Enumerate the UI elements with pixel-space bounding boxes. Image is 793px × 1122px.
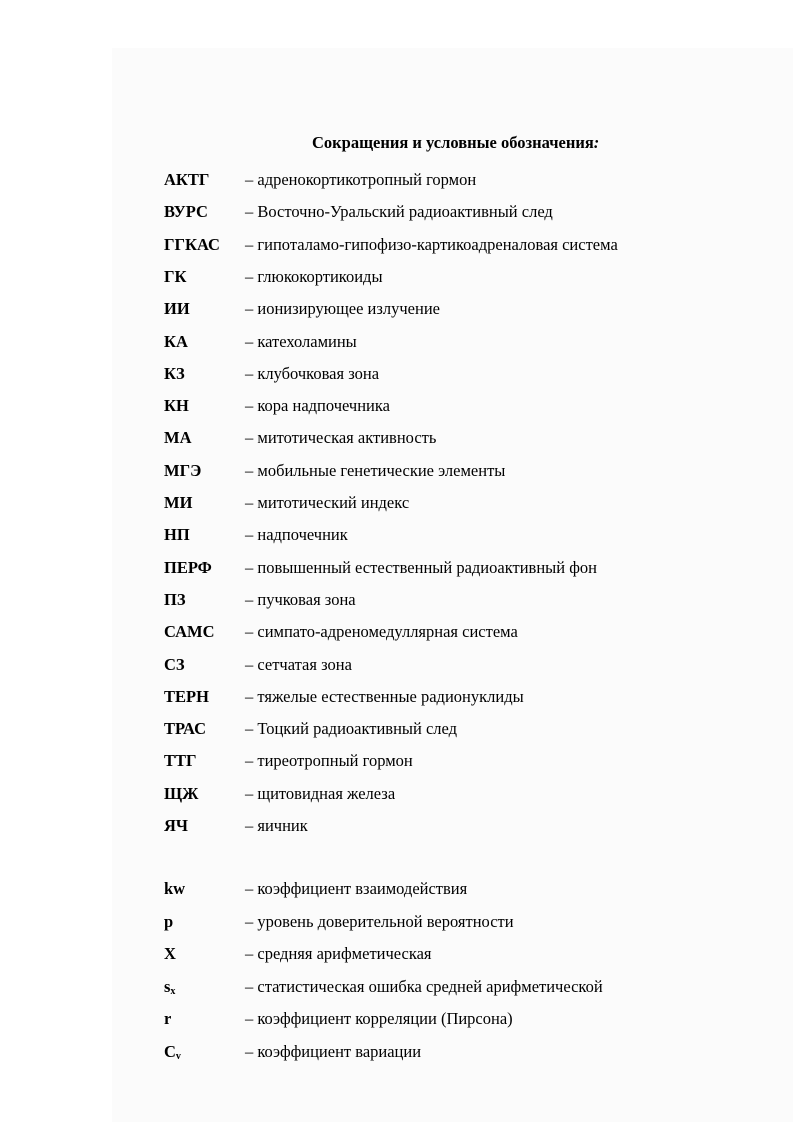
list-item <box>0 976 700 998</box>
list-item <box>0 1041 700 1063</box>
abbreviation-subscript: v <box>175 1051 181 1062</box>
abbreviation-term-text: ЯЧ <box>164 816 189 835</box>
abbreviation-definition: – щитовидная железа <box>245 783 396 803</box>
abbreviation-term-text: ГГКАС <box>164 234 220 254</box>
abbreviation-definition: – яичник <box>245 816 308 835</box>
abbreviation-definition: – Восточно-Уральский радиоактивный след <box>245 202 553 222</box>
abbreviation-term-text: ТТГ <box>164 751 197 771</box>
abbreviation-term-text: СЗ <box>164 654 185 674</box>
list-item <box>0 943 700 965</box>
abbreviation-definition: – симпато-адреномедуллярная система <box>245 622 518 642</box>
abbreviation-term-text: ПЕРФ <box>164 557 212 577</box>
abbreviation-definition: – тяжелые естественные радионуклиды <box>245 686 524 706</box>
page-title-colon: : <box>593 133 600 152</box>
abbreviation-term-text: ГК <box>164 266 187 286</box>
abbreviation-definition: – мобильные генетические элементы <box>245 460 506 480</box>
list-item <box>0 911 700 933</box>
abbreviation-term-text: МА <box>164 428 192 448</box>
page-title-text: Сокращения и условные обозначения <box>312 133 594 152</box>
abbreviation-definition: – тиреотропный гормон <box>245 751 413 771</box>
abbreviation-term-text: АКТГ <box>164 170 210 189</box>
abbreviation-term <box>164 976 175 998</box>
abbreviation-term-text: КА <box>164 331 188 351</box>
abbreviation-term-text: C <box>164 1042 176 1061</box>
abbreviation-term-text: МИ <box>164 493 193 512</box>
abbreviation-definition: – митотический индекс <box>245 493 410 512</box>
abbreviation-subscript: x <box>170 985 176 997</box>
abbreviation-term <box>164 878 185 900</box>
abbreviation-term-text: r <box>164 1009 172 1029</box>
abbreviation-term-text: kw <box>164 879 186 898</box>
abbreviation-definition: – кора надпочечника <box>245 396 390 416</box>
abbreviation-definition: – клубочковая зона <box>245 363 380 383</box>
abbreviation-definition: – коэффициент вариации <box>245 1042 422 1061</box>
abbreviation-definition: – надпочечник <box>245 525 348 545</box>
abbreviation-term <box>164 911 173 933</box>
abbreviation-term-text: ПЗ <box>164 589 186 609</box>
abbreviation-term-text: ТРАС <box>164 719 206 739</box>
abbreviation-definition: – Тоцкий радиоактивный след <box>245 719 458 739</box>
abbreviation-definition: – статистическая ошибка средней арифметической <box>245 976 603 996</box>
abbreviation-term <box>164 1008 171 1030</box>
list-item <box>0 1008 700 1030</box>
abbreviation-definition: – глюкокортикоиды <box>245 266 383 286</box>
abbreviation-term-text: s <box>164 976 171 996</box>
abbreviation-term-text: ТЕРН <box>164 686 209 706</box>
abbreviation-term-text: X <box>164 944 176 964</box>
abbreviation-definition: – пучковая зона <box>245 589 356 609</box>
abbreviation-term-text: КН <box>164 396 189 416</box>
abbreviation-term-text: МГЭ <box>164 460 202 480</box>
abbreviation-definition: – коэффициент взаимодействия <box>245 879 468 898</box>
abbreviation-term-text: p <box>164 911 174 931</box>
abbreviation-definition: – митотическая активность <box>245 428 437 448</box>
abbreviation-term <box>164 1041 181 1063</box>
abbreviation-definition: – коэффициент корреляции (Пирсона) <box>245 1009 513 1029</box>
abbreviation-definition: – повышенный естественный радиоактивный фон <box>245 557 597 577</box>
list-item <box>0 878 700 900</box>
abbreviation-term-text: ИИ <box>164 299 190 319</box>
abbreviation-definition: – катехоламины <box>245 331 357 351</box>
abbreviation-term-text: КЗ <box>164 363 185 383</box>
abbreviation-definition: – ионизирующее излучение <box>245 299 440 319</box>
abbreviation-definition: – адренокортикотропный гормон <box>245 170 477 189</box>
abbreviation-definition: – гипоталамо-гипофизо-картикоадреналовая система <box>245 234 618 254</box>
abbreviation-term-text: ВУРС <box>164 202 208 222</box>
abbreviation-term-text: САМС <box>164 622 215 642</box>
abbreviation-term <box>164 943 176 965</box>
abbreviation-definition: – средняя арифметическая <box>245 944 432 964</box>
abbreviation-term-text: НП <box>164 525 190 545</box>
abbreviation-definition: – сетчатая зона <box>245 654 352 674</box>
abbreviation-term-text: ЩЖ <box>164 783 199 803</box>
abbreviation-definition: – уровень доверительной вероятности <box>245 911 514 931</box>
